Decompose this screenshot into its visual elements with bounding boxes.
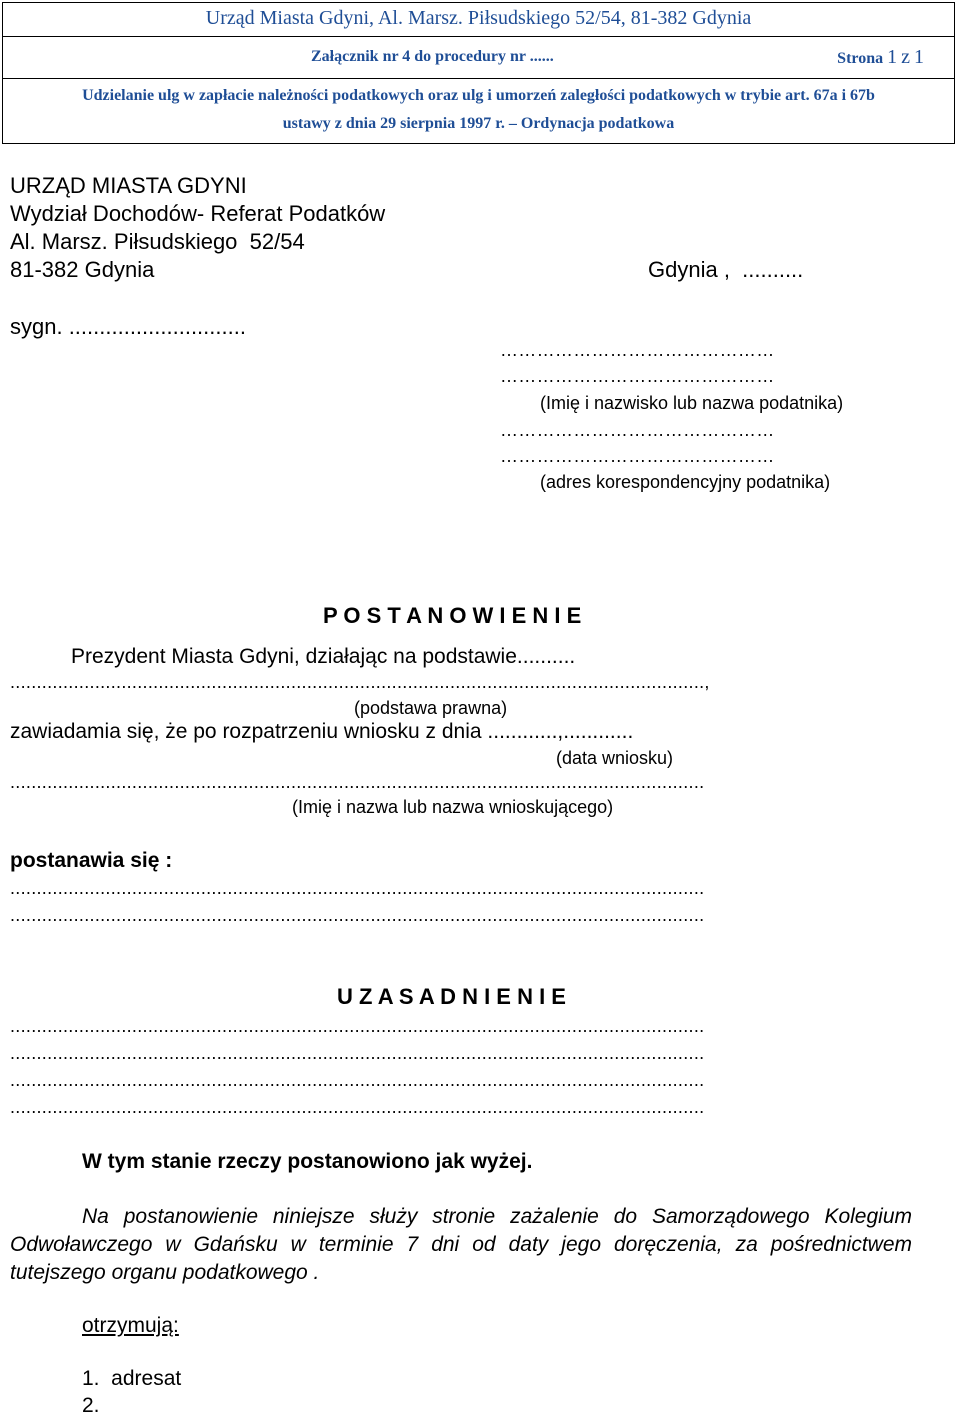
page-current: 1 <box>887 46 898 68</box>
issuer-line4: 81-382 Gdynia <box>10 257 155 282</box>
addressee-address-caption: (adres korespondencyjny podatnika) <box>540 472 831 492</box>
procedure-title <box>3 82 954 142</box>
issuer-line1: URZĄD MIASTA GDYNI <box>10 173 247 198</box>
date-caption: (data wniosku) <box>556 748 674 768</box>
recipient-item-2: 2. <box>82 1394 100 1417</box>
closing-statement: W tym stanie rzeczy postanowiono jak wyżej. <box>82 1150 533 1173</box>
recipient-item-1: 1. adresat <box>82 1367 182 1390</box>
applicant-dots: ................................................................................................................................... <box>10 772 705 792</box>
attachment-row <box>3 36 954 79</box>
justification-title: U Z A S A D N I E N I E <box>337 984 566 1009</box>
office-address: Urząd Miasta Gdyni, Al. Marsz. Piłsudskiego 52/54, 81-382 Gdynia <box>3 3 954 37</box>
signature-number: sygn. ............................. <box>10 314 246 339</box>
decision-intro: Prezydent Miasta Gdyni, działając na podstawie.......... <box>71 645 576 668</box>
page-indicator <box>837 36 924 80</box>
resolves-label: postanawia się : <box>10 849 173 872</box>
place-date: Gdynia , .......... <box>648 257 804 282</box>
justification-dots-2: ................................................................................................................................... <box>10 1043 705 1063</box>
justification-dots-3: ................................................................................................................................... <box>10 1070 705 1090</box>
procedure-title-line1: Udzielanie ulg w zapłacie należności podatkowych oraz ulg i umorzeń zaległości podatkowych w trybie art. 67a i 67b <box>82 87 875 104</box>
resolves-dots-2: ................................................................................................................................... <box>10 905 705 925</box>
addressee-dots-3: ……………………………………… <box>500 420 775 440</box>
addressee-dots-1: ……………………………………… <box>500 340 775 360</box>
issuer-line2: Wydział Dochodów- Referat Podatków <box>10 201 386 226</box>
addressee-dots-2: ……………………………………… <box>500 366 775 386</box>
issuer-line3: Al. Marsz. Piłsudskiego 52/54 <box>10 229 305 254</box>
applicant-caption: (Imię i nazwa lub nazwa wnioskującego) <box>292 797 614 817</box>
addressee-dots-4: ……………………………………… <box>500 446 775 466</box>
page-total: 1 <box>914 46 924 68</box>
legal-basis-caption: (podstawa prawna) <box>354 698 508 718</box>
justification-dots-4: ................................................................................................................................... <box>10 1097 705 1117</box>
resolves-dots-1: ................................................................................................................................... <box>10 878 705 898</box>
recipients-label: otrzymują: <box>82 1314 179 1337</box>
appeal-notice: Na postanowienie niniejsze służy stronie zażalenie do Samorządowego Kolegium Odwoławczego w Gdańsku w terminie 7 dni od daty jego doręczenia, za pośrednictwem tutejszego organu podatkowego . <box>10 1205 912 1284</box>
document-header <box>2 2 955 144</box>
notice-text: zawiadamia się, że po rozpatrzeniu wniosku z dnia ............,............ <box>10 720 634 743</box>
decision-title: P O S T A N O W I E N I E <box>323 603 582 628</box>
legal-basis-dots: ..................................................................................................................................., <box>10 672 710 692</box>
addressee-name-caption: (Imię i nazwisko lub nazwa podatnika) <box>540 393 844 413</box>
attachment-label: Załącznik nr 4 do procedury nr ...... <box>311 48 554 65</box>
page-label: Strona <box>837 50 884 67</box>
page-of: z <box>901 46 910 68</box>
procedure-title-line2: ustawy z dnia 29 sierpnia 1997 r. – Ordynacja podatkowa <box>282 115 675 132</box>
justification-dots-1: ................................................................................................................................... <box>10 1016 705 1036</box>
